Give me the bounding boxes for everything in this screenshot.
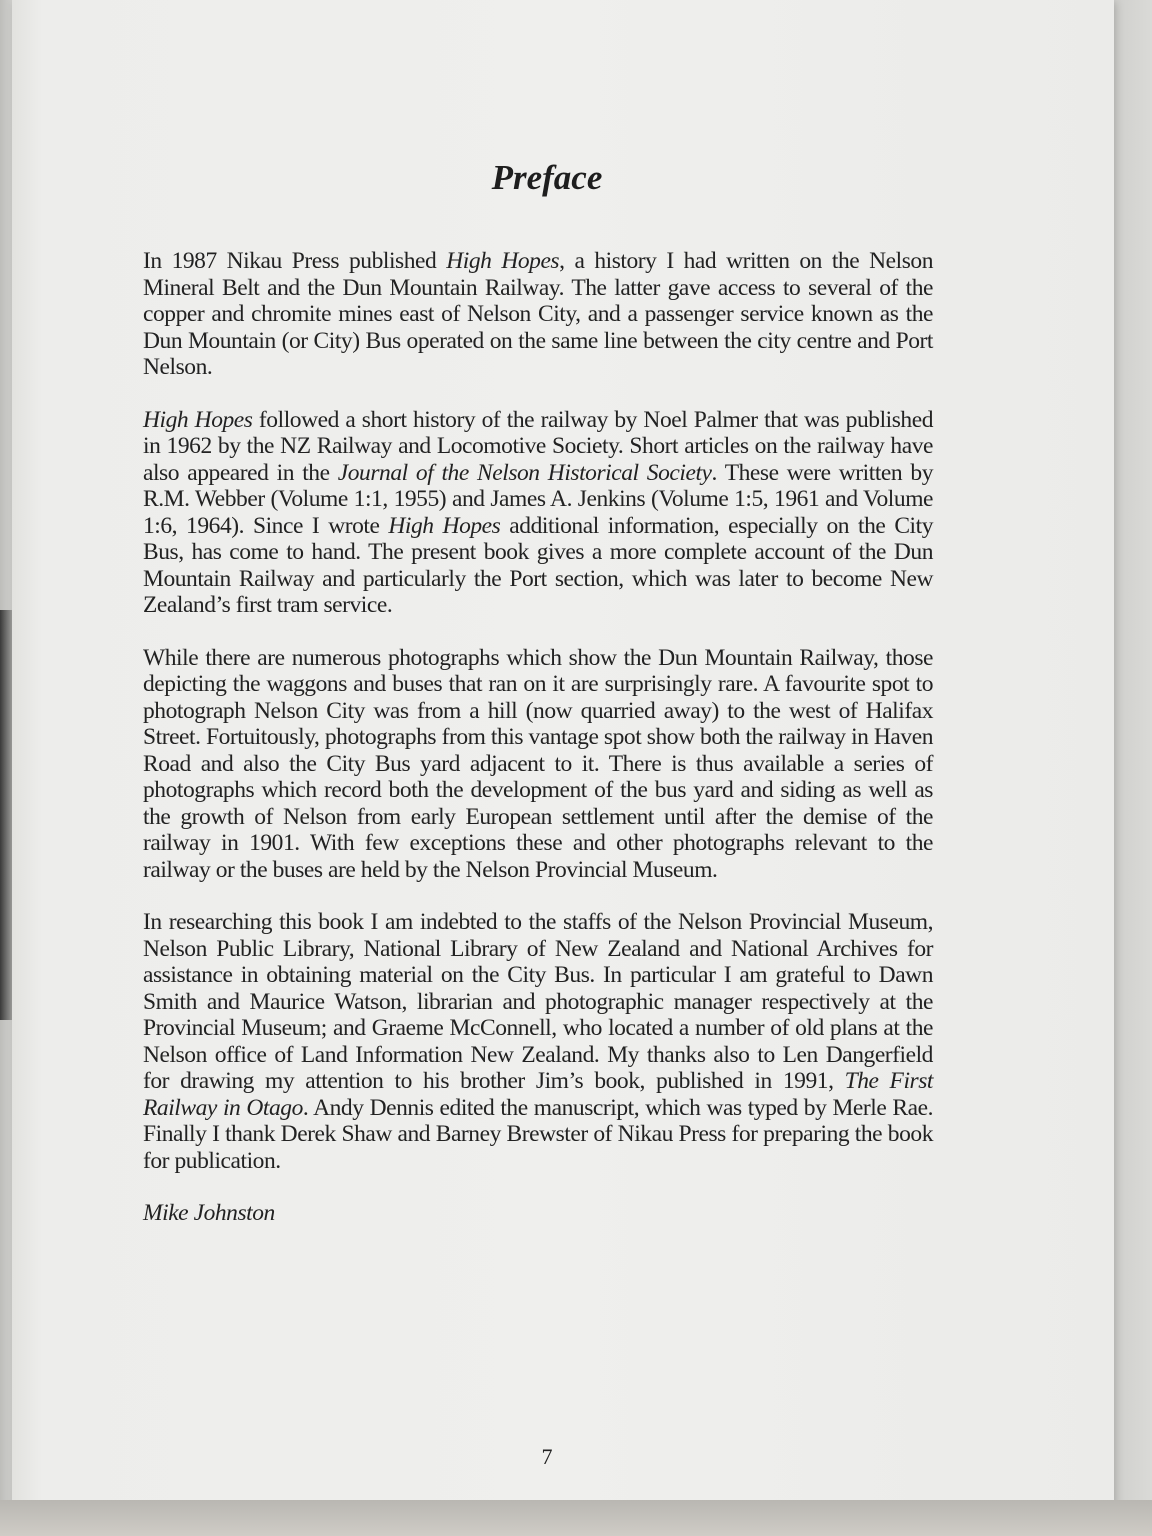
text-run: . Andy Dennis edited the manuscript, which was typed by Merle Rae. Finally I thank Derek Shaw and Barney Brewster of Nikau Press for preparing the book for publication. (143, 1094, 933, 1174)
paragraph-1 (143, 248, 933, 381)
text-run: additional information, especially on the City Bus, has come to hand. The present book gives a more complete account of the Dun Mountain Railway and particularly the Port section, which was later to become New Zealand’s first tram service. (143, 512, 934, 618)
page-number: 7 (541, 1444, 553, 1469)
text-run: . These were written by R.M. Webber (Volume 1:1, 1955) and James A. Jenkins (Volume 1:5, 1961 and Volume 1:6, 1964). Since I wrote (143, 459, 933, 539)
author-signature: Mike Johnston (143, 1200, 275, 1226)
book-title-italic: High Hopes (446, 248, 560, 274)
page-title: Preface (491, 158, 603, 197)
preface-body (143, 248, 933, 1253)
book-title-italic: High Hopes (143, 406, 253, 433)
paragraph-2 (143, 407, 933, 619)
text-run: In 1987 Nikau Press published (143, 248, 447, 274)
paragraph-4 (143, 909, 933, 1174)
text-run: , a history I had written on the Nelson Mineral Belt and the Dun Mountain Railway. The latter gave access to several of the copper and chromite mines east of Nelson City, and a passenger service known as the Dun Mountain (or City) Bus operated on the same line between the city centre and Port Nelson. (143, 248, 934, 380)
text-run: In researching this book I am indebted to the staffs of the Nelson Provincial Museum, Nelson Public Library, National Library of New Zealand and National Archives for assistance in obtaining material on the City Bus. In particular I am grateful to Dawn Smith and Maurice Watson, librarian and photographic manager respectively at the Provincial Museum; and Graeme McConnell, who located a number of old plans at the Nelson office of Land Information New Zealand. My thanks also to Len Dangerfield for drawing my attention to his brother Jim’s book, published in 1991, (143, 909, 933, 1094)
text-run: followed a short history of the railway by Noel Palmer that was published in 1962 by the NZ Railway and Locomotive Society. Short articles on the railway have also appeared in the (143, 406, 934, 486)
journal-title-italic: Journal of the Nelson Historical Society (337, 459, 712, 486)
book-title-italic: The First Railway in Otago (143, 1068, 934, 1121)
book-page (12, 0, 1114, 1506)
backdrop-right (1112, 0, 1152, 1536)
paragraph-3: While there are numerous photographs which show the Dun Mountain Railway, those depicting the waggons and buses that ran on it are surprisingly rare. A favourite spot to photograph Nelson City was from a hill (now quarried away) to the west of Halifax Street. Fortuitously, photographs from this vantage spot show both the railway in Haven Road and also the City Bus yard adjacent to it. There is thus available a series of photographs which record both the development of the bus yard and siding as well as the growth of Nelson from early European settlement until after the demise of the railway in 1901. With few exceptions these and other photographs relevant to the railway or the buses are held by the Nelson Provincial Museum. (143, 644, 933, 883)
book-title-italic: High Hopes (388, 512, 501, 539)
backdrop-bottom (0, 1500, 1152, 1536)
